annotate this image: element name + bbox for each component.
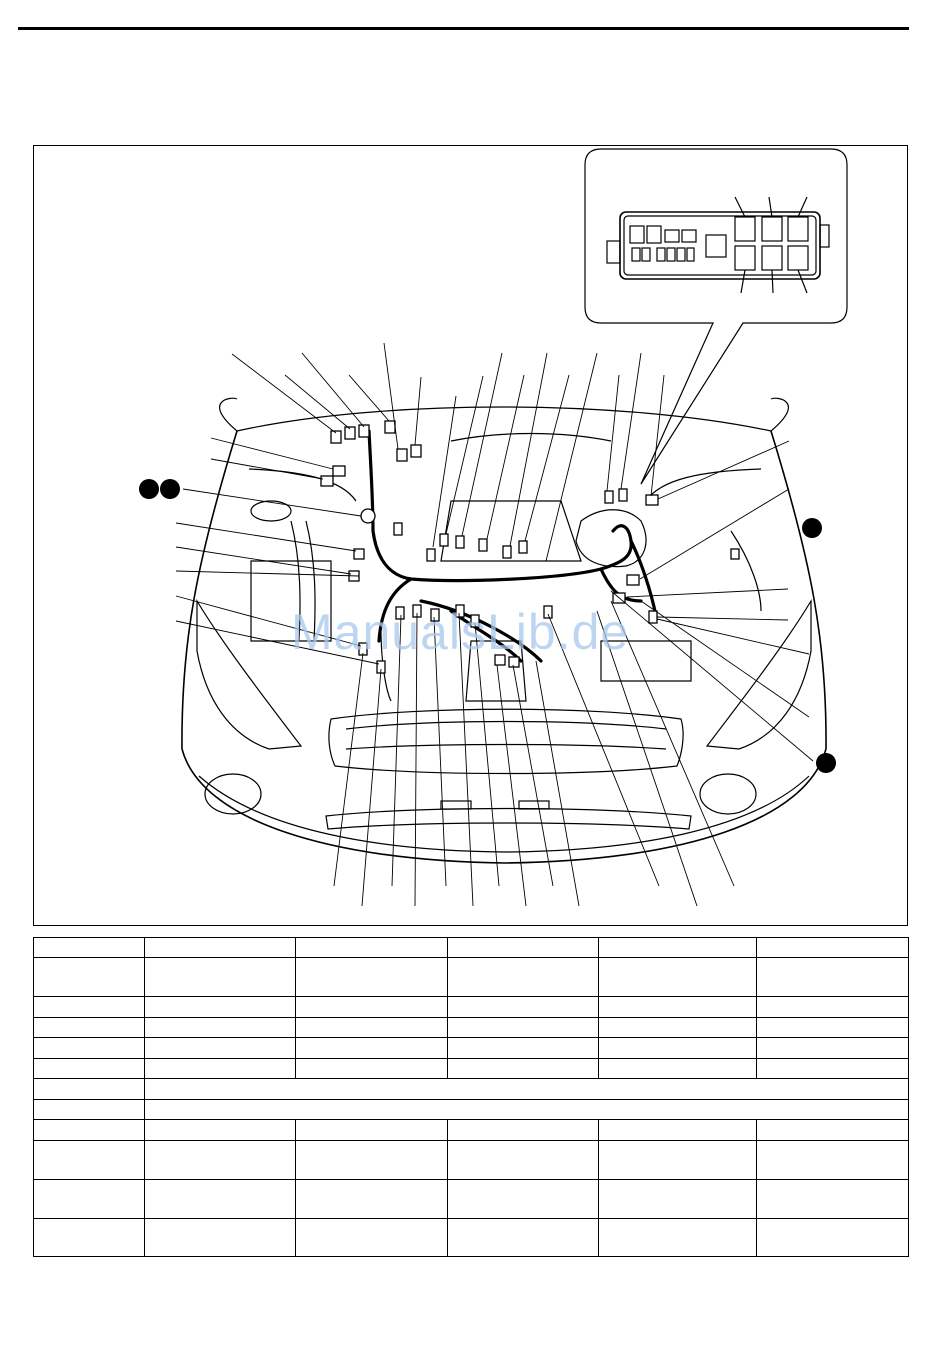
engine-wiring-figure: [33, 145, 908, 926]
inset-callout-frame: [585, 149, 847, 484]
fuse-slot: [687, 248, 694, 261]
wiring-harness-diagram: [34, 146, 909, 927]
license-plate-mount: [441, 801, 471, 809]
table-cell: [757, 1059, 909, 1079]
table-cell: [145, 1120, 296, 1141]
table-cell: [448, 1219, 599, 1257]
table-cell: [296, 1059, 448, 1079]
table-cell: [757, 1018, 909, 1038]
table-row: [34, 1100, 909, 1120]
table-cell: [34, 997, 145, 1018]
connector: [649, 611, 657, 623]
table-row: [34, 1180, 909, 1219]
leader-lines-right: [611, 441, 813, 761]
relay: [762, 217, 782, 241]
table-row: [34, 958, 909, 997]
table-cell: [448, 938, 599, 958]
relay-leader-lines: [735, 197, 807, 217]
table-cell: [757, 1219, 909, 1257]
table-row: [34, 1141, 909, 1180]
table-cell: [599, 1059, 757, 1079]
table-cell: [757, 1141, 909, 1180]
table-cell: [448, 997, 599, 1018]
connector: [731, 549, 739, 559]
fuse-slot: [630, 226, 644, 243]
relay: [735, 246, 755, 270]
table-cell: [757, 938, 909, 958]
table-cell-merged: [145, 1100, 909, 1120]
relay: [788, 246, 808, 270]
table-cell: [145, 1059, 296, 1079]
table-cell: [599, 958, 757, 997]
relay-box-inner: [624, 216, 816, 275]
table-cell: [448, 1018, 599, 1038]
table-row: [34, 1018, 909, 1038]
connector: [605, 491, 613, 503]
table-cell: [757, 1120, 909, 1141]
fuse-slot: [682, 230, 696, 242]
table-row: [34, 997, 909, 1018]
table-cell: [34, 1059, 145, 1079]
table-cell: [757, 958, 909, 997]
table-cell: [145, 1141, 296, 1180]
callout-dot: [160, 479, 180, 499]
table-row: [34, 1079, 909, 1100]
table-cell: [448, 1059, 599, 1079]
connector: [427, 549, 435, 561]
table-cell: [34, 1018, 145, 1038]
table-cell: [34, 1079, 145, 1100]
washer-tank-cap: [251, 501, 291, 521]
table-cell: [34, 938, 145, 958]
mirror-outline: [220, 398, 789, 431]
watermark: ManualsLib.de: [291, 604, 630, 660]
table-cell: [34, 1120, 145, 1141]
left-headlamp: [197, 601, 301, 749]
table-cell: [34, 1180, 145, 1219]
table-cell: [599, 1038, 757, 1059]
fuse-slot: [677, 248, 685, 261]
table-cell: [296, 1038, 448, 1059]
table-cell: [448, 958, 599, 997]
table-cell: [296, 1219, 448, 1257]
table-cell: [34, 1141, 145, 1180]
fuse-slot: [667, 248, 675, 261]
table-row: [34, 1120, 909, 1141]
relay: [788, 217, 808, 241]
top-rule: [18, 27, 909, 30]
table-cell: [34, 1100, 145, 1120]
table-cell: [34, 1038, 145, 1059]
relay: [735, 217, 755, 241]
table-cell: [448, 1038, 599, 1059]
table-cell: [599, 997, 757, 1018]
table-cell: [296, 938, 448, 958]
table-cell: [145, 997, 296, 1018]
table-cell: [296, 958, 448, 997]
grille-slats: [346, 722, 666, 750]
reservoir: [576, 510, 646, 567]
leader-lines-top: [433, 353, 569, 547]
connector: [397, 449, 407, 461]
table-cell: [145, 958, 296, 997]
table-cell: [296, 1141, 448, 1180]
table-cell: [448, 1180, 599, 1219]
fuse-slot: [665, 230, 679, 242]
table-cell: [599, 1180, 757, 1219]
table-cell: [145, 938, 296, 958]
right-headlamp: [707, 601, 811, 749]
fuse-slot: [642, 248, 650, 261]
table-row: [34, 1219, 909, 1257]
table-cell: [599, 1219, 757, 1257]
relay: [762, 246, 782, 270]
relay: [706, 235, 726, 257]
table-cell: [145, 1219, 296, 1257]
front-bumper: [182, 749, 826, 863]
table-cell: [145, 1018, 296, 1038]
connector: [627, 575, 639, 585]
table-cell: [757, 1038, 909, 1059]
lower-intake: [326, 809, 691, 830]
table-cell: [599, 1141, 757, 1180]
bumper-lower: [199, 776, 809, 852]
table-cell: [599, 938, 757, 958]
table-cell: [145, 1180, 296, 1219]
table-cell-merged: [145, 1079, 909, 1100]
table-cell: [296, 1180, 448, 1219]
connector: [411, 445, 421, 457]
right-fog-lamp: [700, 774, 756, 814]
connector: [333, 466, 345, 476]
connector: [361, 509, 375, 523]
connector-table: [33, 937, 909, 1257]
table-cell: [599, 1018, 757, 1038]
callout-dot: [816, 753, 836, 773]
leader-lines-top: [546, 353, 664, 561]
license-plate-mount: [519, 801, 549, 809]
table-cell: [145, 1038, 296, 1059]
table-cell: [448, 1120, 599, 1141]
connector: [619, 489, 627, 501]
connector: [503, 546, 511, 558]
hose: [731, 531, 761, 611]
relay-box-right-tab: [820, 225, 829, 247]
table-cell: [296, 997, 448, 1018]
relay-leader-lines: [741, 270, 807, 293]
connector: [440, 534, 448, 546]
callout-dot: [139, 479, 159, 499]
table-row: [34, 938, 909, 958]
table-cell: [34, 1219, 145, 1257]
table-cell: [296, 1018, 448, 1038]
connector: [479, 539, 487, 551]
callout-dot: [802, 518, 822, 538]
connector: [456, 536, 464, 548]
table-row: [34, 1038, 909, 1059]
connector: [321, 476, 333, 486]
connector: [519, 541, 527, 553]
fuse-slot: [647, 226, 661, 243]
fuse-slot: [632, 248, 640, 261]
relay-box-left-tab: [607, 241, 620, 263]
table-cell: [757, 1180, 909, 1219]
connector: [394, 523, 402, 535]
table-cell: [296, 1120, 448, 1141]
table-cell: [599, 1120, 757, 1141]
main-harness: [369, 431, 631, 581]
table-cell: [757, 997, 909, 1018]
connector: [646, 495, 658, 505]
table-cell: [34, 958, 145, 997]
table-row: [34, 1059, 909, 1079]
table-cell: [448, 1141, 599, 1180]
connector: [385, 421, 395, 433]
fuse-slot: [657, 248, 665, 261]
